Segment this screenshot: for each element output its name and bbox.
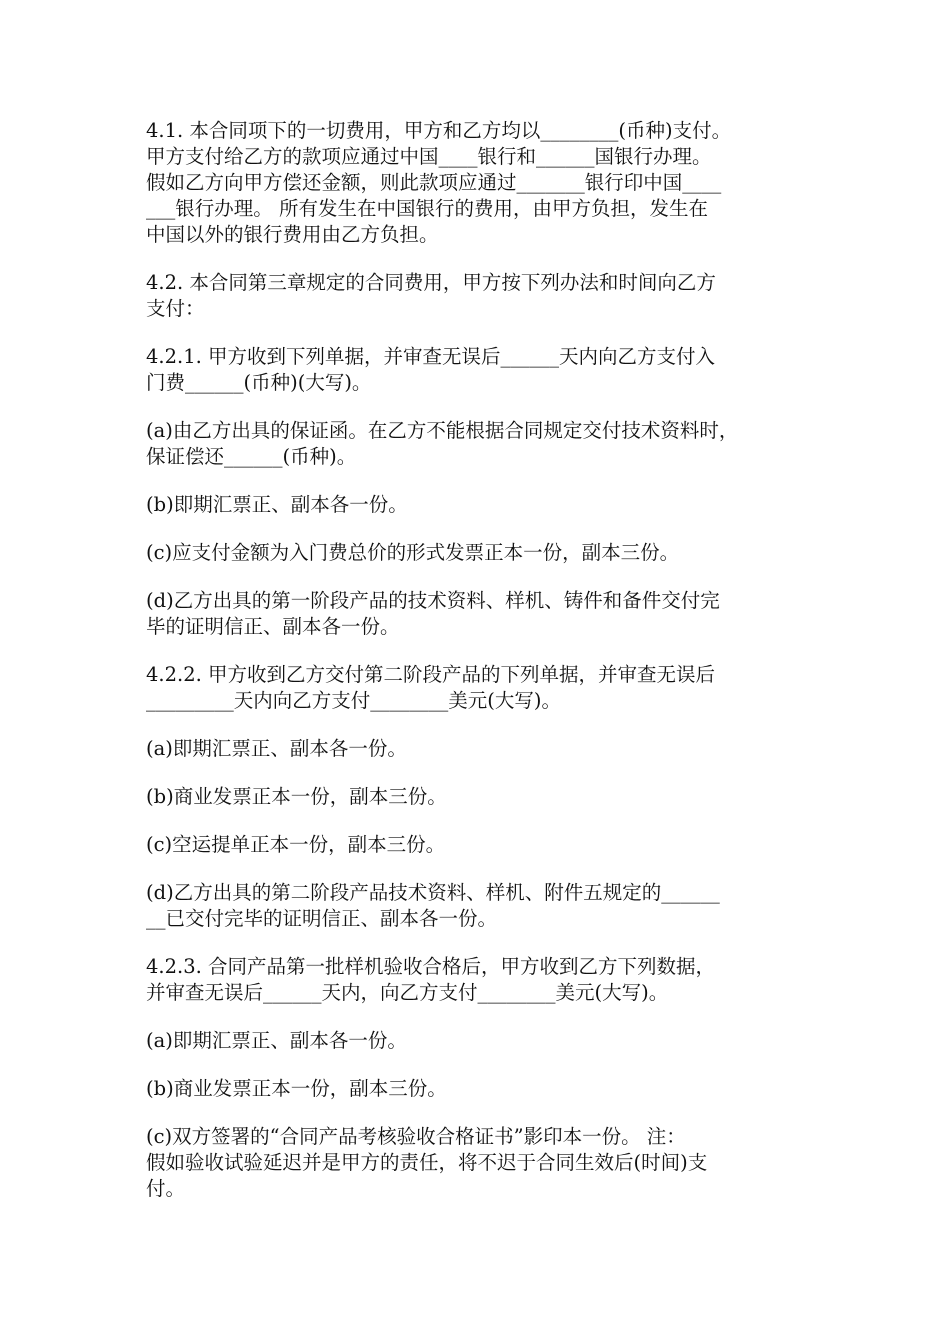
text-line: 4.2.2. 甲方收到乙方交付第二阶段产品的下列单据，并审查无误后 [146, 663, 716, 686]
paragraph [146, 540, 810, 566]
text-line: 门费______(币种)(大写)。 [146, 371, 372, 394]
text-line: _________天内向乙方支付________美元(大写)。 [146, 689, 561, 712]
paragraph [146, 662, 810, 714]
paragraph [146, 344, 810, 396]
text-line: (a)由乙方出具的保证函。在乙方不能根据合同规定交付技术资料时， [146, 419, 739, 442]
text-line: 假如验收试验延迟并是甲方的责任，将不迟于合同生效后(时间)支 [146, 1151, 708, 1174]
paragraph [146, 270, 810, 322]
text-line: (b)商业发票正本一份，副本三份。 [146, 1077, 447, 1100]
paragraph [146, 954, 810, 1006]
paragraph [146, 492, 810, 518]
text-line: (a)即期汇票正、副本各一份。 [146, 1029, 407, 1052]
paragraph [146, 418, 810, 470]
text-line: (a)即期汇票正、副本各一份。 [146, 737, 407, 760]
paragraph [146, 784, 810, 810]
text-line: (b)商业发票正本一份，副本三份。 [146, 785, 447, 808]
text-line: 甲方支付给乙方的款项应通过中国____银行和______国银行办理。 [146, 145, 712, 168]
text-line: 毕的证明信正、副本各一份。 [146, 615, 400, 638]
text-line: (c)空运提单正本一份，副本三份。 [146, 833, 446, 856]
paragraph [146, 1076, 810, 1102]
text-line: 并审查无误后______天内，向乙方支付________美元(大写)。 [146, 981, 669, 1004]
paragraph [146, 832, 810, 858]
text-line: 4.2.3. 合同产品第一批样机验收合格后，甲方收到乙方下列数据， [146, 955, 716, 978]
text-line: 付。 [146, 1177, 186, 1200]
text-line: ___银行办理。 所有发生在中国银行的费用，由甲方负担，发生在 [146, 197, 708, 220]
text-line: __已交付完毕的证明信正、副本各一份。 [146, 907, 498, 930]
text-line: 保证偿还______(币种)。 [146, 445, 357, 468]
paragraph [146, 736, 810, 762]
paragraph [146, 1028, 810, 1054]
text-line: (c)应支付金额为入门费总价的形式发票正本一份，副本三份。 [146, 541, 680, 564]
paragraph [146, 118, 810, 248]
text-line: (c)双方签署的“合同产品考核验收合格证书”影印本一份。 注： [146, 1125, 686, 1148]
text-line: 支付： [146, 297, 205, 320]
paragraph [146, 588, 810, 640]
text-line: (d)乙方出具的第一阶段产品的技术资料、样机、铸件和备件交付完 [146, 589, 720, 612]
text-line: 4.1. 本合同项下的一切费用，甲方和乙方均以________(币种)支付。 [146, 119, 732, 142]
text-line: 4.2. 本合同第三章规定的合同费用，甲方按下列办法和时间向乙方 [146, 271, 716, 294]
text-line: 假如乙方向甲方偿还金额，则此款项应通过_______银行印中国____ [146, 171, 722, 194]
text-line: 中国以外的银行费用由乙方负担。 [146, 223, 439, 246]
paragraph [146, 1124, 810, 1202]
text-line: (b)即期汇票正、副本各一份。 [146, 493, 408, 516]
text-line: (d)乙方出具的第二阶段产品技术资料、样机、附件五规定的______ [146, 881, 720, 904]
text-line: 4.2.1. 甲方收到下列单据，并审查无误后______天内向乙方支付入 [146, 345, 716, 368]
document-page [146, 118, 810, 1224]
paragraph [146, 880, 810, 932]
